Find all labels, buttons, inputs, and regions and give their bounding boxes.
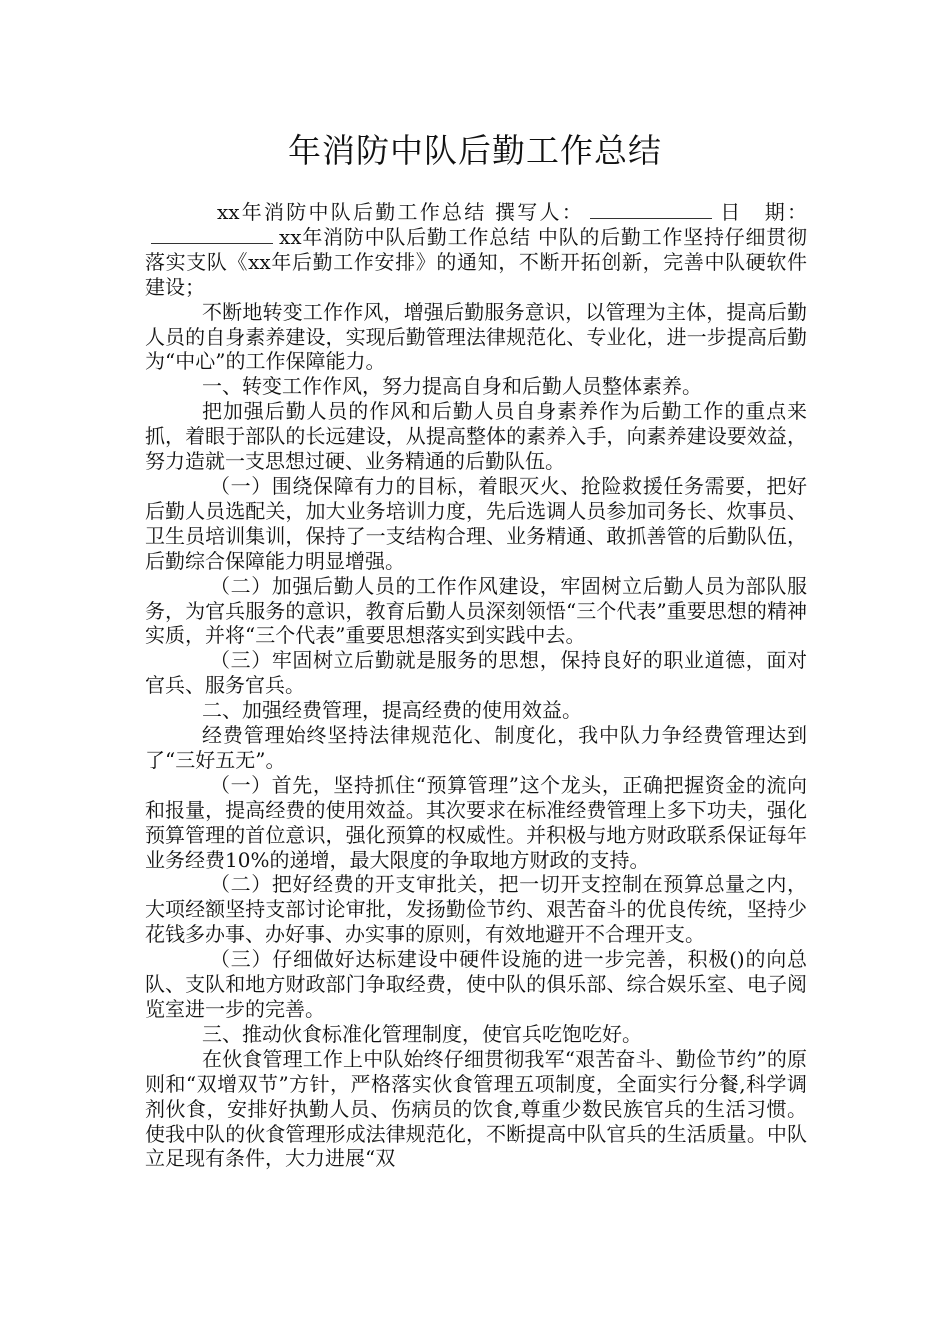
meta-intro: xx年消防中队后勤工作总结 撰写人： <box>217 200 585 224</box>
date-blank <box>151 225 273 244</box>
paragraph: （三）牢固树立后勤就是服务的思想，保持良好的职业道德，面对官兵、服务官兵。 <box>145 648 807 698</box>
paragraph: 经费管理始终坚持法律规范化、制度化，我中队力争经费管理达到了“三好五无”。 <box>145 723 807 772</box>
paragraph: （一）围绕保障有力的目标，着眼灭火、抢险救援任务需要，把好后勤人员选配关，加大业务培训力度，先后选调人员参加司务长、炊事员、卫生员培训集训，保持了一支结构合理、业务精通、敢抓善管的后勤队伍，后勤综合保障能力明显增强。 <box>145 473 807 573</box>
section-heading: 三、推动伙食标准化管理制度，使官兵吃饱吃好。 <box>202 1021 642 1046</box>
date-label: 日 期： <box>718 200 807 224</box>
document-body <box>145 200 807 1171</box>
document-title: 年消防中队后勤工作总结 <box>288 131 662 170</box>
paragraph: 把加强后勤人员的作风和后勤人员自身素养作为后勤工作的重点来抓，着眼于部队的长远建设，从提高整体的素养入手，向素养建设要效益，努力造就一支思想过硬、业务精通的后勤队伍。 <box>145 399 807 474</box>
meta-paragraph <box>145 200 807 300</box>
section-heading: 二、加强经费管理，提高经费的使用效益。 <box>202 698 582 723</box>
paragraph: （二）把好经费的开支审批关，把一切开支控制在预算总量之内，大项经额坚持支部讨论审批，发扬勤俭节约、艰苦奋斗的优良传统，坚持少花钱多办事、办好事、办实事的原则，有效地避开不合理开支。 <box>145 872 807 947</box>
section-heading: 一、转变工作作风，努力提高自身和后勤人员整体素养。 <box>202 374 702 399</box>
paragraph: （一）首先，坚持抓住“预算管理”这个龙头，正确把握资金的流向和报量，提高经费的使用效益。其次要求在标准经费管理上多下功夫，强化预算管理的首位意识，强化预算的权威性。并积极与地方财政联系保证每年业务经费10%的递增，最大限度的争取地方财政的支持。 <box>145 772 807 872</box>
author-blank <box>590 200 712 219</box>
paragraph: （三）仔细做好达标建设中硬件设施的进一步完善，积极()的向总队、支队和地方财政部门争取经费，使中队的俱乐部、综合娱乐室、电子阅览室进一步的完善。 <box>145 947 807 1021</box>
paragraph: （二）加强后勤人员的工作作风建设，牢固树立后勤人员为部队服务，为官兵服务的意识，教育后勤人员深刻领悟“三个代表”重要思想的精神实质，并将“三个代表”重要思想落实到实践中去。 <box>145 573 807 648</box>
paragraph: 在伙食管理工作上中队始终仔细贯彻我军“艰苦奋斗、勤俭节约”的原则和“双增双节”方针，严格落实伙食管理五项制度，全面实行分餐,科学调剂伙食，安排好执勤人员、伤病员的饮食,尊重少数民族官兵的生活习惯。使我中队的伙食管理形成法律规范化，不断提高中队官兵的生活质量。中队立足现有条件，大力进展“双 <box>145 1046 807 1171</box>
meta-after-date: xx年消防中队后勤工作总结 中队的后勤工作坚持仔细贯彻落实支队《xx年后勤工作安排》的通知，不断开拓创新，完善中队硬软件建设； <box>145 224 807 299</box>
paragraph: 不断地转变工作作风，增强后勤服务意识，以管理为主体，提高后勤人员的自身素养建设，实现后勤管理法律规范化、专业化，进一步提高后勤为“中心”的工作保障能力。 <box>145 299 807 374</box>
